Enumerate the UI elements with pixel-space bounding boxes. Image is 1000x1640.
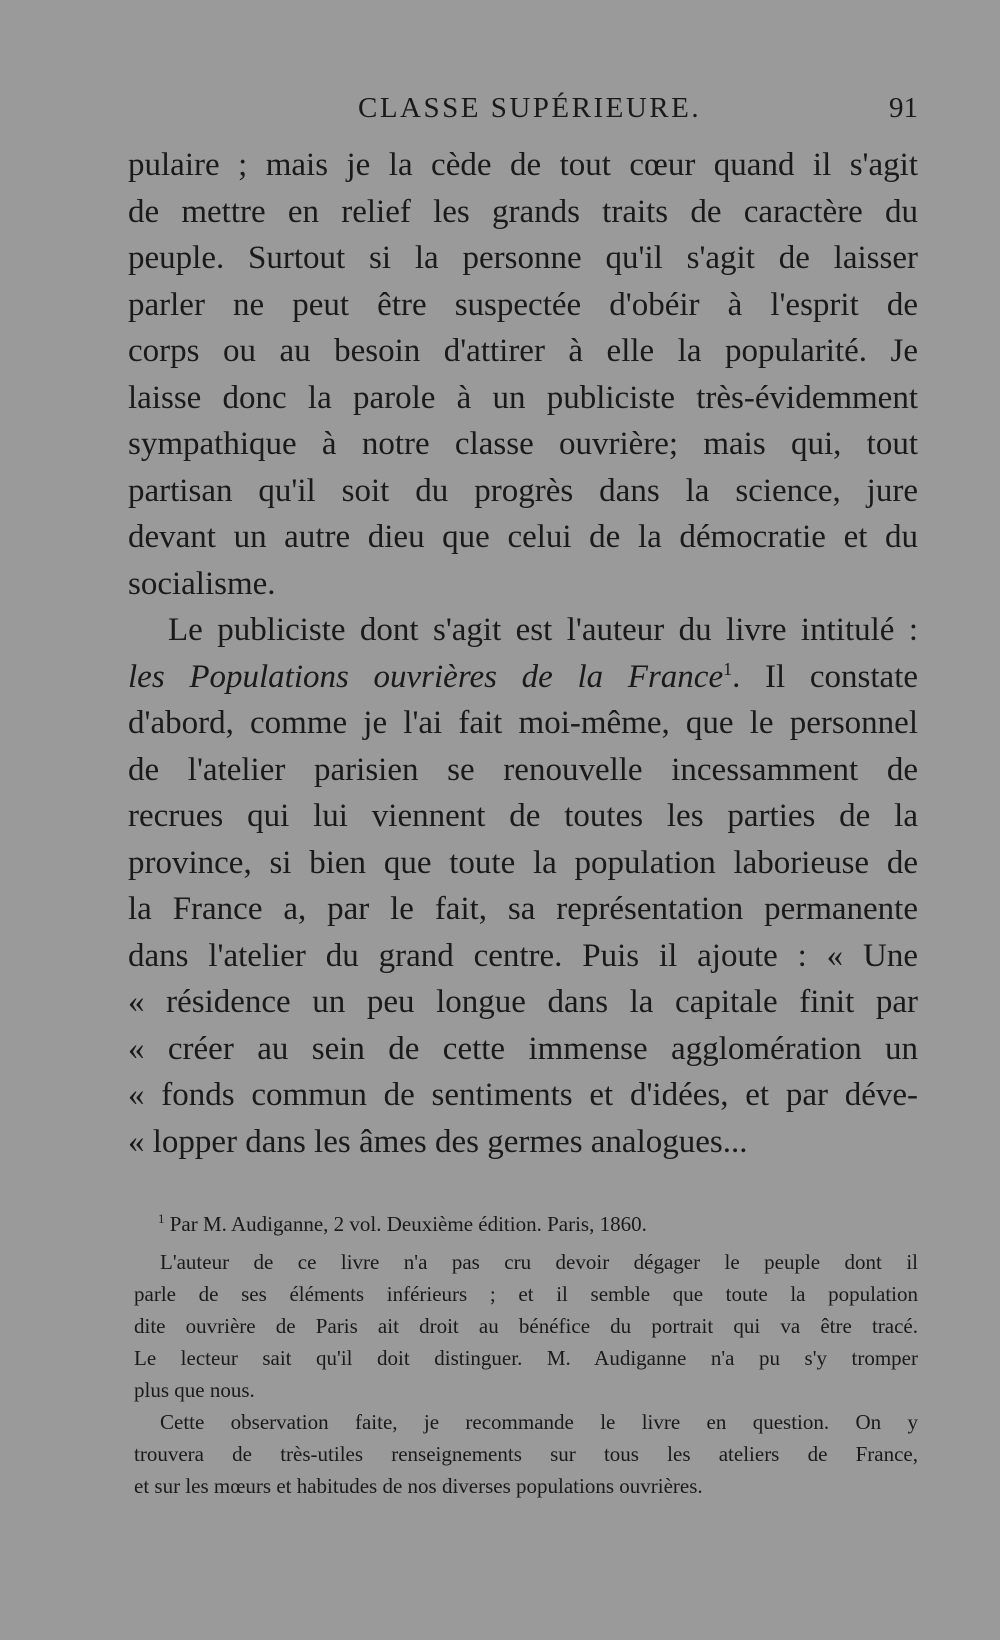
- text-line: dans l'atelier du grand centre. Puis il ajoute : « Une: [128, 937, 918, 974]
- text-line: parler ne peut être suspectée d'obéir à l'esprit de: [128, 286, 918, 323]
- main-text: [128, 142, 918, 1165]
- footnotes: [134, 1208, 918, 1502]
- text-line-with-note: [128, 654, 918, 701]
- footnote-line: parle de ses éléments inférieurs ; et il semble que toute la population: [134, 1282, 918, 1306]
- footnote-line: et sur les mœurs et habitudes de nos diverses populations ouvrières.: [134, 1474, 703, 1498]
- text-line: province, si bien que toute la population laborieuse de: [128, 844, 918, 881]
- footnote-1: [134, 1208, 918, 1240]
- text-line: Le publiciste dont s'agit est l'auteur du livre intitulé :: [168, 612, 918, 648]
- footnote-line: L'auteur de ce livre n'a pas cru devoir dégager le peuple dont il: [160, 1250, 918, 1274]
- footnote-line: trouvera de très-utiles renseignements sur tous les ateliers de France,: [134, 1442, 918, 1466]
- text-line: recrues qui lui viennent de toutes les parties de la: [128, 798, 918, 834]
- text-line: peuple. Surtout si la personne qu'il s'agit de laisser: [128, 240, 918, 276]
- text-line: d'abord, comme je l'ai fait moi-même, que le personnel: [128, 705, 918, 741]
- text-line: partisan qu'il soit du progrès dans la science, jure: [128, 472, 918, 509]
- text-line: corps ou au besoin d'attirer à elle la popularité. Je: [128, 333, 918, 369]
- book-title: les Populations ouvrières de la France: [128, 658, 724, 695]
- text-line: « lopper dans les âmes des germes analogues...: [128, 1123, 748, 1160]
- text-line: devant un autre dieu que celui de la démocratie et du: [128, 519, 918, 555]
- running-head: [128, 88, 918, 128]
- footnote-line: plus que nous.: [134, 1378, 255, 1402]
- page-number: 91: [889, 92, 918, 124]
- text-line: socialisme.: [128, 565, 276, 602]
- text-line: de l'atelier parisien se renouvelle incessamment de: [128, 751, 918, 788]
- text-line: « créer au sein de cette immense agglomération un: [128, 1030, 918, 1067]
- footnote-number: 1: [158, 1211, 165, 1226]
- text-line: « fonds commun de sentiments et d'idées, et par déve-: [128, 1077, 918, 1113]
- text-line: « résidence un peu longue dans la capitale finit par: [128, 984, 918, 1020]
- text-line: la France a, par le fait, sa représentation permanente: [128, 891, 918, 927]
- running-title: CLASSE SUPÉRIEURE.: [358, 92, 702, 124]
- footnote-line: Le lecteur sait qu'il doit distinguer. M. Audiganne n'a pu s'y tromper: [134, 1346, 918, 1370]
- text-line: sympathique à notre classe ouvrière; mais qui, tout: [128, 426, 918, 462]
- text-line: laisse donc la parole à un publiciste très-évidemment: [128, 379, 918, 416]
- text-line: pulaire ; mais je la cède de tout cœur quand il s'agit: [128, 147, 918, 183]
- footnote-text: Par M. Audiganne, 2 vol. Deuxième édition. Paris, 1860.: [169, 1212, 647, 1236]
- footnote-mark: 1: [723, 658, 733, 679]
- line-rest: . Il constate: [732, 658, 918, 695]
- footnote-line: Cette observation faite, je recommande le livre en question. On y: [160, 1410, 918, 1434]
- text-line: de mettre en relief les grands traits de caractère du: [128, 193, 918, 230]
- footnote-line: dite ouvrière de Paris ait droit au bénéfice du portrait qui va être tracé.: [134, 1314, 918, 1338]
